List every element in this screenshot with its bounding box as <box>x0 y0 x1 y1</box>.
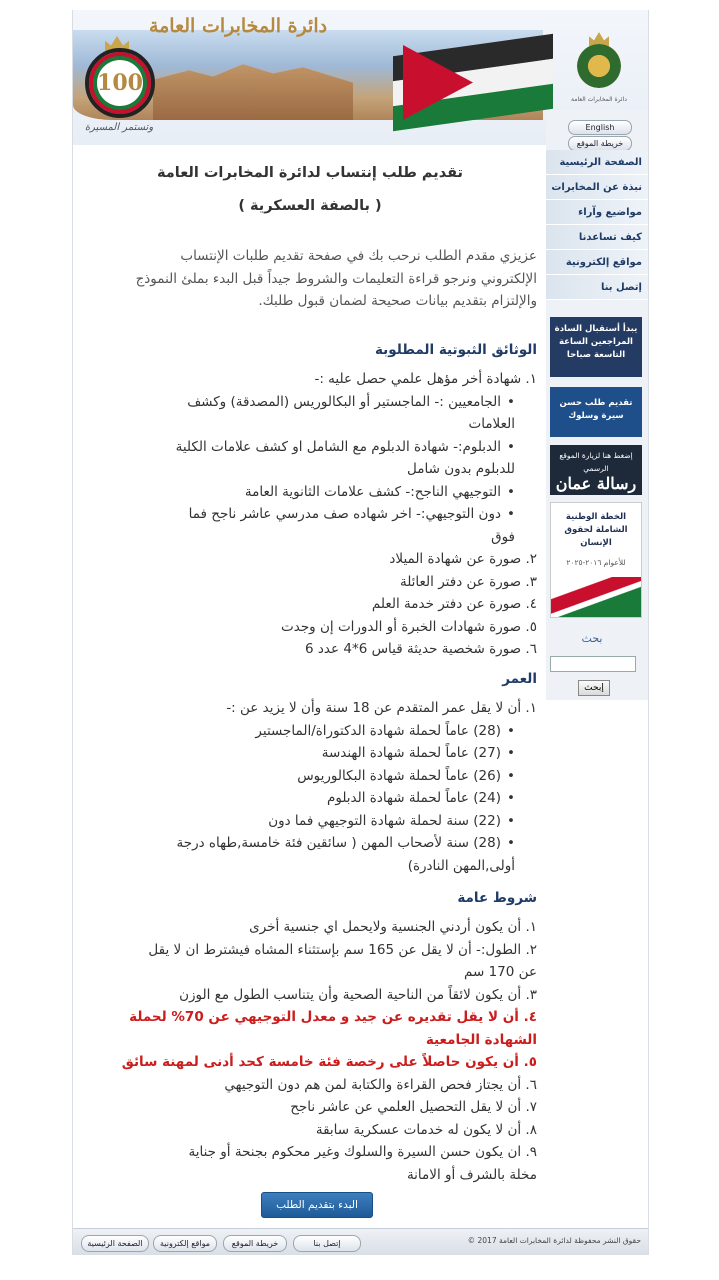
conduct-certificate-banner[interactable]: تقديم طلب حسن سيرة وسلوك <box>550 387 642 437</box>
bullet-item <box>107 481 537 504</box>
bullet-icon: • <box>507 722 515 739</box>
list-item-text: ٤. صورة عن دفتر خدمة العلم <box>371 596 537 612</box>
intro-paragraph <box>107 245 537 313</box>
list-item <box>107 548 537 571</box>
list-item <box>107 638 537 661</box>
amman-message-title: رسالة عمان <box>555 474 637 493</box>
list-item-text: ٦. أن يجتاز فحص القراءة والكتابة لمن هم دون التوجيهي <box>224 1076 537 1093</box>
footer-websites-button[interactable]: مواقع إلكترونية <box>153 1235 217 1252</box>
list-item <box>107 939 537 962</box>
reception-hours-banner[interactable]: يبدأ أستقبال السادة المراجعين الساعة التاسعة صباحا <box>550 317 642 377</box>
list-item-continued <box>107 961 537 984</box>
bullet-icon: • <box>507 393 515 410</box>
bullet-item <box>107 810 537 833</box>
list-item-text: العلامات <box>468 416 515 432</box>
human-rights-plan-banner[interactable] <box>550 502 642 618</box>
nav-websites[interactable]: مواقع إلكترونية <box>546 250 648 275</box>
list-item-text: (26) عاماً لحملة شهادة البكالوريوس <box>297 767 501 784</box>
list-item-text: مخلة بالشرف أو الامانة <box>406 1166 537 1183</box>
list-item-text: (24) عاماً لحملة شهادة الدبلوم <box>327 790 501 806</box>
list-item-text: ٢. صورة عن شهادة الميلاد <box>389 551 537 567</box>
documents-list <box>107 368 537 661</box>
plan-years: للأعوام ٢٠١٦-٢٠٢٥ <box>566 558 626 567</box>
list-item-continued <box>107 413 537 436</box>
list-item-text: ١. شهادة أخر مؤهل علمي حصل عليه :- <box>314 371 537 387</box>
centenary-logo: 100 <box>85 48 155 118</box>
site-title: دائرة المخابرات العامة <box>148 15 328 37</box>
list-item-text: ٣. أن يكون لائقاً من الناحية الصحية وأن يتناسب الطول مع الوزن <box>179 986 537 1003</box>
list-item-text: دون التوجيهي:- اخر شهاده صف مدرسي عاشر ناجح فما <box>188 506 501 522</box>
list-item-text: فوق <box>491 528 515 545</box>
bullet-icon: • <box>507 812 515 829</box>
bullet-icon: • <box>507 506 515 522</box>
list-item-text: ١. أن لا يقل عمر المتقدم عن 18 سنة وأن لا يزيد عن :- <box>226 700 537 716</box>
start-application-button[interactable]: البدء بتقديم الطلب <box>261 1192 373 1218</box>
english-button[interactable]: English <box>568 120 632 135</box>
intro-line: والإلتزام بتقديم بيانات صحيحة لضمان قبول طلبك. <box>258 293 537 309</box>
search-label: بحث <box>581 632 603 645</box>
plan-title: الخطة الوطنية الشاملة لحقوق الإنسان <box>564 512 628 548</box>
age-list <box>107 697 537 877</box>
logo-tagline: وتستمر المسيرة <box>84 122 154 133</box>
list-item-text: (22) سنة لحملة شهادة التوجيهي فما دون <box>268 812 501 829</box>
general-conditions-list <box>107 916 537 1186</box>
bullet-icon: • <box>507 835 515 851</box>
nav-topics[interactable]: مواضيع وآراء <box>546 200 648 225</box>
nav-home[interactable]: الصفحة الرئيسية <box>546 150 648 175</box>
list-item <box>107 616 537 639</box>
page-frame <box>72 10 649 1255</box>
list-item-continued <box>107 526 537 549</box>
list-item <box>107 593 537 616</box>
bullet-icon: • <box>507 745 515 761</box>
footer-home-button[interactable]: الصفحة الرئيسية <box>81 1235 149 1252</box>
list-item-text: للدبلوم بدون شامل <box>407 461 515 477</box>
sitemap-button[interactable]: خريطة الموقع <box>568 136 632 151</box>
age-heading: العمر <box>502 671 537 687</box>
list-item-text: ٧. أن لا يقل التحصيل العلمي عن عاشر ناجح <box>290 1099 537 1115</box>
list-item-text: الدبلوم:- شهادة الدبلوم مع الشامل او كشف علامات الكلية <box>175 438 501 455</box>
list-item <box>107 1096 537 1119</box>
list-item-text: الجامعيين :- الماجستير أو البكالوريس (المصدقة) وكشف <box>187 393 501 410</box>
footer-contact-button[interactable]: إتصل بنا <box>293 1235 361 1252</box>
list-item <box>107 571 537 594</box>
list-item-text: أولى,المهن النادرة) <box>407 857 515 874</box>
bullet-icon: • <box>507 438 515 455</box>
emblem-circle <box>577 44 621 88</box>
footer-bar <box>73 1228 648 1255</box>
right-sidebar <box>546 110 648 700</box>
bullet-item <box>107 765 537 788</box>
page-subtitle: ( بالصفة العسكرية ) <box>238 198 382 214</box>
list-item-continued <box>107 1164 537 1187</box>
search-input[interactable] <box>550 656 636 672</box>
bullet-icon: • <box>507 767 515 784</box>
highlighted-condition <box>107 1006 537 1029</box>
nav-help-us[interactable]: كيف تساعدنا <box>546 225 648 250</box>
list-item-text: (28) عاماً لحملة شهادة الدكتوراة/الماجستير <box>255 722 501 739</box>
list-item <box>107 916 537 939</box>
copyright-text: حقوق النشر محفوظة لدائرة المخابرات العامة 2017 © <box>467 1236 641 1245</box>
list-item <box>107 1074 537 1097</box>
nav-about[interactable]: نبذة عن المخابرات <box>546 175 648 200</box>
list-item-text: التوجيهي الناجح:- كشف علامات الثانوية العامة <box>244 483 501 500</box>
intro-line: الإلكتروني ونرجو قراءة التعليمات والشروط جيداً قبل البدء بملئ النموذج <box>135 270 537 287</box>
plan-flag-graphic <box>551 577 641 617</box>
gid-emblem-icon[interactable] <box>573 32 625 94</box>
footer-sitemap-button[interactable]: خريطة الموقع <box>223 1235 287 1252</box>
general-conditions-heading: شروط عامة <box>457 890 537 906</box>
list-item-text: ٢. الطول:- أن لا يقل عن 165 سم بإستثناء المشاه فيشترط ان لا يقل <box>148 941 537 958</box>
list-item <box>107 1141 537 1164</box>
bullet-item <box>107 391 537 414</box>
list-item-text: ٤. أن لا يقل تقديره عن جيد و معدل التوجيهي عن 70% لحملة <box>129 1009 537 1025</box>
list-item <box>107 697 537 720</box>
bullet-icon: • <box>507 790 515 806</box>
list-item-text: ٥. أن يكون حاصلاً على رخصة فئة خامسة كحد أدنى لمهنة سائق <box>121 1054 537 1070</box>
list-item-text: ٩. ان يكون حسن السيرة والسلوك وغير محكوم بجنحة أو جناية <box>188 1144 537 1160</box>
documents-heading: الوثائق الثبوتية المطلوبة <box>374 342 537 358</box>
list-item <box>107 984 537 1007</box>
list-item-text: (27) عاماً لحملة شهادة الهندسة <box>321 745 501 761</box>
intro-line: عزيزي مقدم الطلب نرحب بك في صفحة تقديم طلبات الإنتساب <box>180 248 537 264</box>
highlighted-condition-continued <box>107 1029 537 1052</box>
list-item-text: (28) سنة لأصحاب المهن ( سائقين فئة خامسة,طهاه درجة <box>176 835 501 851</box>
search-button[interactable]: إبحث <box>578 680 610 696</box>
bullet-item <box>107 832 537 855</box>
highlighted-condition <box>107 1051 537 1074</box>
list-item-text: ٥. صورة شهادات الخبرة أو الدورات إن وجدت <box>281 618 537 635</box>
list-item-continued <box>107 855 537 878</box>
list-item-text: ٦. صورة شخصية حديثة قياس 6*4 عدد 6 <box>305 641 537 657</box>
list-item-text: الشهادة الجامعية <box>425 1031 537 1048</box>
list-item-text: ٨. أن لا يكون له خدمات عسكرية سابقة <box>315 1121 537 1138</box>
page-title: تقديم طلب إنتساب لدائرة المخابرات العامة <box>156 165 463 181</box>
sidebar-nav <box>546 150 648 300</box>
bullet-item <box>107 503 537 526</box>
bullet-item <box>107 436 537 459</box>
list-item-text: عن 170 سم <box>464 964 537 980</box>
bullet-item <box>107 742 537 765</box>
nav-contact[interactable]: إتصل بنا <box>546 275 648 300</box>
list-item-continued <box>107 458 537 481</box>
amman-message-banner[interactable] <box>550 445 642 495</box>
visit-line: إضغط هنا لزيارة الموقع الرسمي <box>559 451 633 473</box>
list-item <box>107 1119 537 1142</box>
list-item-text: ٣. صورة عن دفتر العائلة <box>399 573 537 590</box>
list-item-text: ١. أن يكون أردني الجنسية ولايحمل اي جنسية أخرى <box>249 919 537 935</box>
emblem-caption: دائرة المخابرات العامة <box>571 96 627 103</box>
bullet-item <box>107 787 537 810</box>
list-item <box>107 368 537 391</box>
bullet-icon: • <box>507 483 515 500</box>
bullet-item <box>107 720 537 743</box>
